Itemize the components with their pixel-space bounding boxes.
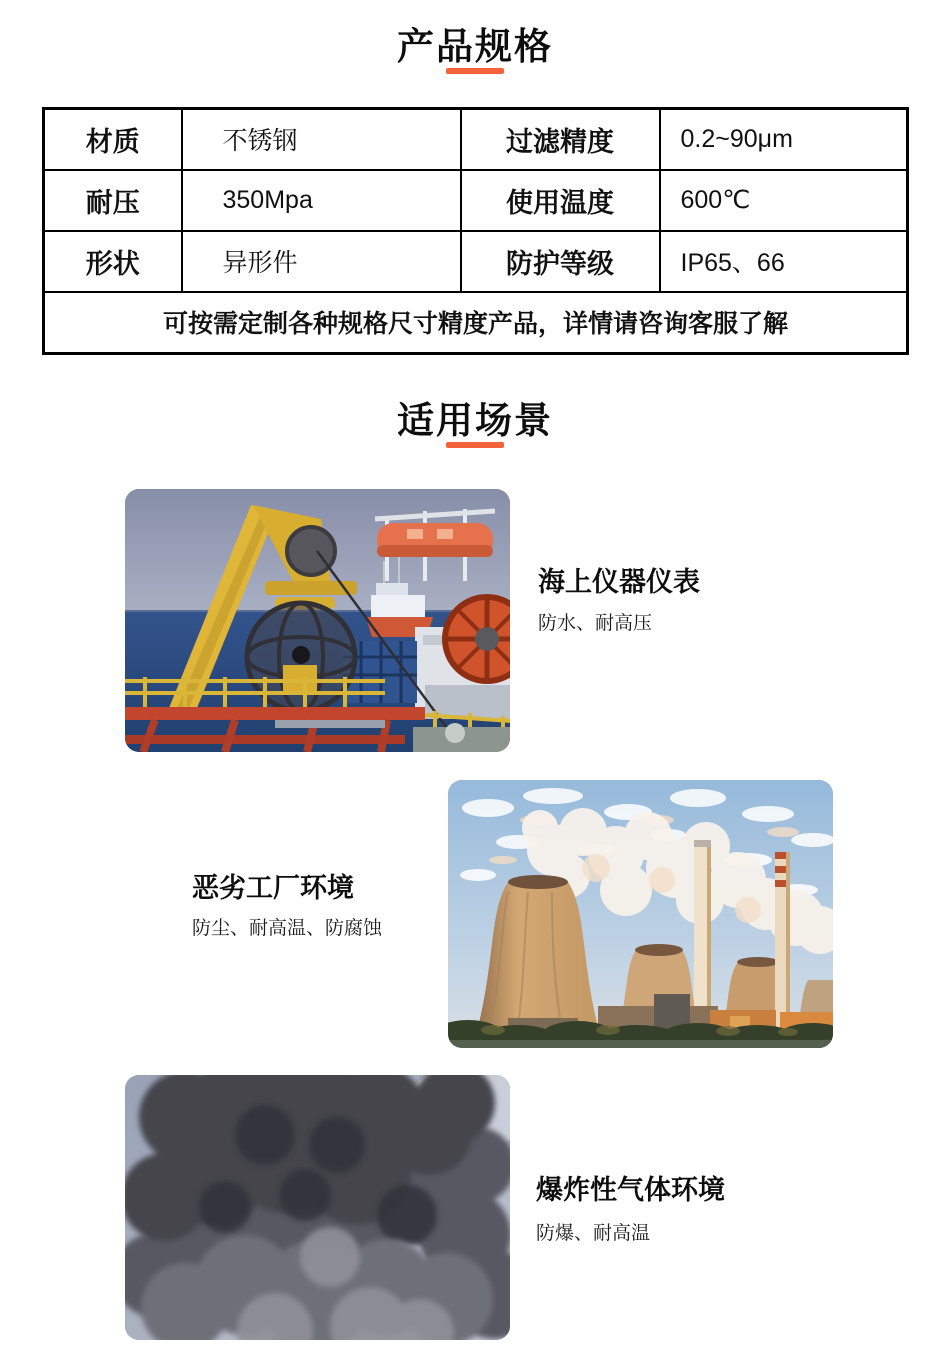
spec-row	[44, 170, 908, 231]
spec-value-filtration: 0.2~90μm	[660, 109, 908, 170]
spec-table	[42, 107, 909, 355]
scene-heading-marine: 海上仪器仪表	[538, 567, 700, 597]
scene-subtitle-factory: 防尘、耐高温、防腐蚀	[192, 918, 383, 939]
spec-value-material: 不锈钢	[182, 109, 461, 170]
offshore-platform-image	[125, 489, 510, 752]
spec-label-temperature: 使用温度	[461, 170, 660, 231]
spec-value-shape: 异形件	[182, 231, 461, 292]
spec-note-row	[44, 292, 908, 354]
scene-subtitle-marine: 防水、耐高压	[538, 613, 653, 634]
scene-heading-factory: 恶劣工厂环境	[192, 873, 354, 903]
spec-row	[44, 231, 908, 292]
spec-title-underline	[446, 68, 504, 74]
spec-label-material: 材质	[44, 109, 182, 170]
spec-label-protection: 防护等级	[461, 231, 660, 292]
spec-row	[44, 109, 908, 170]
scene-heading-explosive: 爆炸性气体环境	[536, 1175, 725, 1205]
scene-title-underline	[446, 442, 504, 448]
spec-label-shape: 形状	[44, 231, 182, 292]
spec-value-pressure: 350Mpa	[182, 170, 461, 231]
explosion-smoke-image	[125, 1075, 510, 1340]
spec-label-pressure: 耐压	[44, 170, 182, 231]
spec-custom-note: 可按需定制各种规格尺寸精度产品，详情请咨询客服了解	[44, 292, 908, 354]
scene-section-title: 适用场景	[397, 400, 553, 441]
winch-reel	[445, 597, 510, 681]
spec-label-filtration: 过滤精度	[461, 109, 660, 170]
spec-section-title: 产品规格	[397, 26, 553, 67]
power-plant-image	[448, 780, 833, 1048]
spec-value-protection: IP65、66	[660, 231, 908, 292]
scene-subtitle-explosive: 防爆、耐高温	[536, 1223, 651, 1244]
spec-value-temperature: 600℃	[660, 170, 908, 231]
